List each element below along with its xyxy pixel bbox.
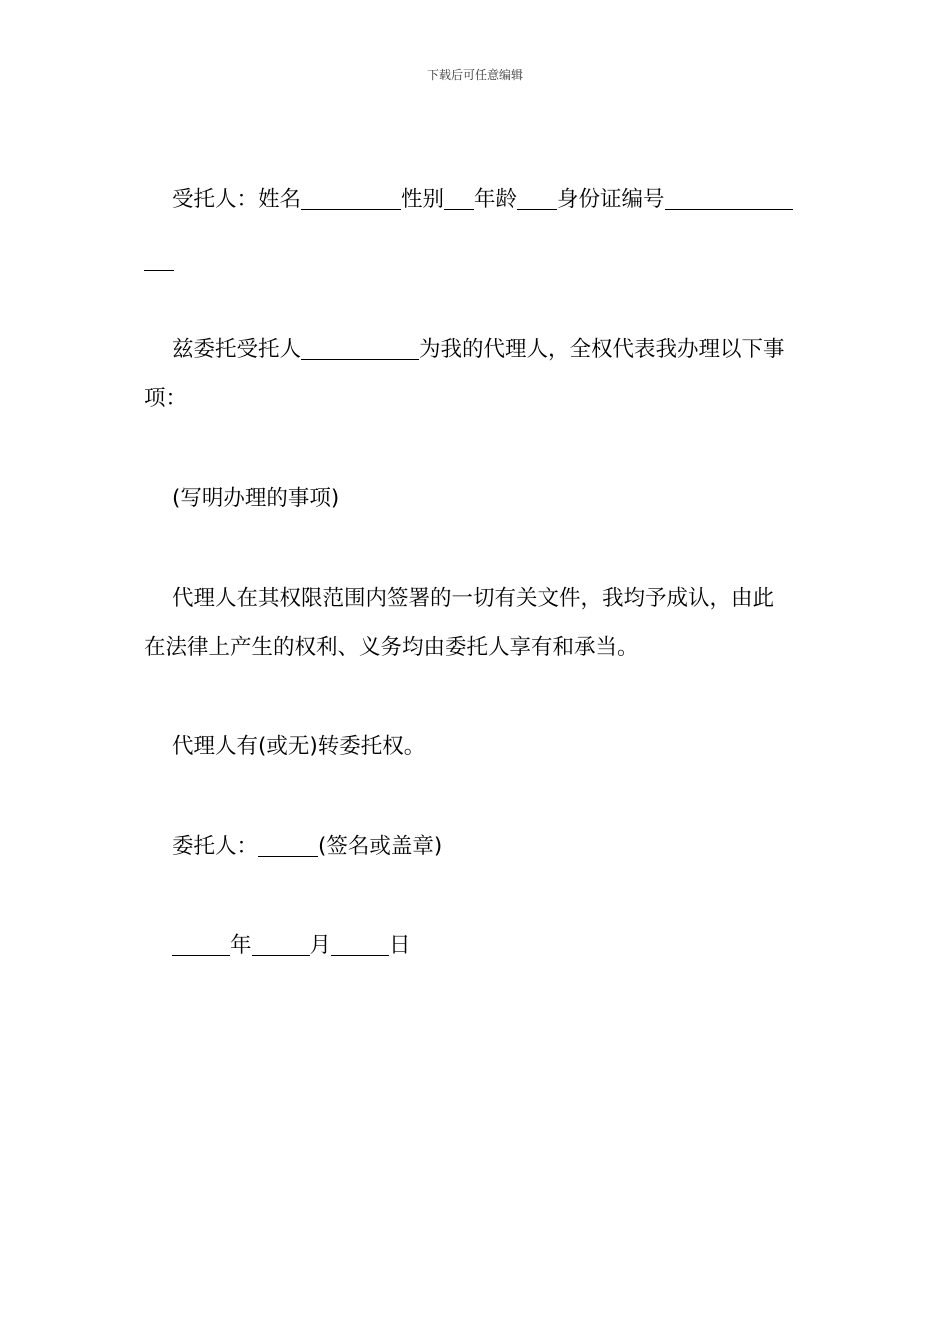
authority-text-2: 在法律上产生的权利、义务均由委托人享有和承当。 <box>144 635 639 660</box>
month-label: 月 <box>309 933 332 958</box>
signature-blank <box>258 834 318 857</box>
entrust-continuation-text: 项： <box>144 386 188 411</box>
gender-label: 性别 <box>401 187 445 212</box>
id-number-blank-continued <box>144 248 174 271</box>
authority-line-1 <box>144 574 808 624</box>
trustee-label: 受托人：姓名 <box>172 187 302 212</box>
principal-signature-line <box>144 822 808 872</box>
year-blank <box>172 933 230 956</box>
name-blank <box>301 187 401 210</box>
agent-name-blank <box>301 337 419 360</box>
trustee-info-line <box>144 175 808 225</box>
date-line <box>144 921 808 971</box>
trustee-info-continuation <box>144 236 808 286</box>
id-number-blank <box>665 187 793 210</box>
matters-note-text: (写明办理的事项) <box>172 486 340 511</box>
signature-note: (签名或盖章) <box>318 834 443 859</box>
month-blank <box>252 933 310 956</box>
age-label: 年龄 <box>474 187 518 212</box>
gender-blank <box>444 187 474 210</box>
age-blank <box>517 187 557 210</box>
page-header-note: 下载后可任意编辑 <box>426 68 523 82</box>
sub-delegation-text: 代理人有(或无)转委托权。 <box>172 734 426 759</box>
entrust-suffix: 为我的代理人，全权代表我办理以下事 <box>419 337 785 362</box>
sub-delegation-line <box>144 722 808 772</box>
entrust-prefix: 兹委托受托人 <box>172 337 302 362</box>
entrust-line <box>144 325 808 375</box>
year-label: 年 <box>230 933 252 958</box>
principal-label: 委托人： <box>172 834 259 859</box>
id-number-label: 身份证编号 <box>557 187 665 212</box>
day-label: 日 <box>389 933 411 958</box>
authority-line-2 <box>144 623 808 673</box>
day-blank <box>331 933 389 956</box>
authority-text-1: 代理人在其权限范围内签署的一切有关文件，我均予成认，由此 <box>172 586 775 611</box>
entrust-continuation <box>144 374 808 424</box>
matters-note <box>144 474 808 524</box>
